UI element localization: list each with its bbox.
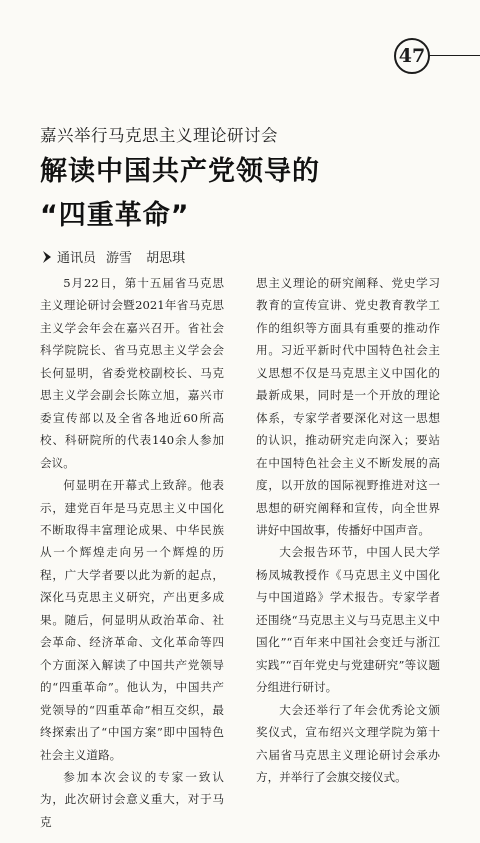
byline-prefix: 通讯员 <box>57 251 97 266</box>
paragraph: 5月22日，第十五届省马克思主义理论研讨会暨2021年省马克思主义学会年会在嘉兴召开。省社会科学院院长、省马克思主义学会会长何显明，省委党校副校长、马克思主义学会副会长陈立旭，嘉兴市委宣传部以及全省各地近60所高校、科研院所的代表140余人参加会议。 <box>40 276 224 470</box>
byline-authors: 游雪 胡思琪 <box>106 251 186 266</box>
headline-line-2: “四重革命” <box>40 200 190 231</box>
chevron-right-icon <box>40 250 54 264</box>
paragraph: 大会报告环节，中国人民大学杨凤城教授作《马克思主义中国化与中国道路》学术报告。专家学者还围绕“马克思主义与马克思主义中国化”“百年来中国社会变迁与浙江实践”“百年党史与党建研究”等议题分组进行研讨。 <box>256 545 440 695</box>
right-column <box>256 272 440 833</box>
page-number-badge <box>394 38 480 78</box>
page-number-rule <box>428 55 480 56</box>
paragraph: 大会还举行了年会优秀论文颁奖仪式，宣布绍兴文理学院为第十六届省马克思主义理论研讨会承办方，并举行了会旗交接仪式。 <box>256 702 440 784</box>
article-body <box>40 272 440 833</box>
paragraph: 参加本次会议的专家一致认为，此次研讨会意义重大，对于马克 <box>40 769 224 829</box>
paragraph: 思主义理论的研究阐释、党史学习教育的宣传宣讲、党史教育教学工作的组织等方面具有重要的推动作用。习近平新时代中国特色社会主义思想不仅是马克思主义中国化的最新成果，同时是一个开放的理论体系，专家学者要深化对这一思想的认识，推动研究走向深入；要站在中国特色社会主义不断发展的高度，以开放的国际视野推进对这一思想的研究阐释和宣传，向全世界讲好中国故事，传播好中国声音。 <box>256 276 440 537</box>
headline <box>40 150 460 238</box>
paragraph: 何显明在开幕式上致辞。他表示，建党百年是马克思主义中国化不断取得丰富理论成果、中华民族从一个辉煌走向另一个辉煌的历程，广大学者要以此为新的起点，深化马克思主义研究，产出更多成果。随后，何显明从政治革命、社会革命、经济革命、文化革命等四个方面深入解读了中国共产党领导的“四重革命”。他认为，中国共产党领导的“四重革命”相互交织，最终探索出了“中国方案”即中国特色社会主义道路。 <box>40 478 224 762</box>
page-number: 47 <box>394 38 430 74</box>
kicker-title: 嘉兴举行马克思主义理论研讨会 <box>40 126 278 145</box>
byline <box>40 247 185 266</box>
left-column <box>40 272 224 833</box>
headline-line-1: 解读中国共产党领导的 <box>40 156 320 187</box>
